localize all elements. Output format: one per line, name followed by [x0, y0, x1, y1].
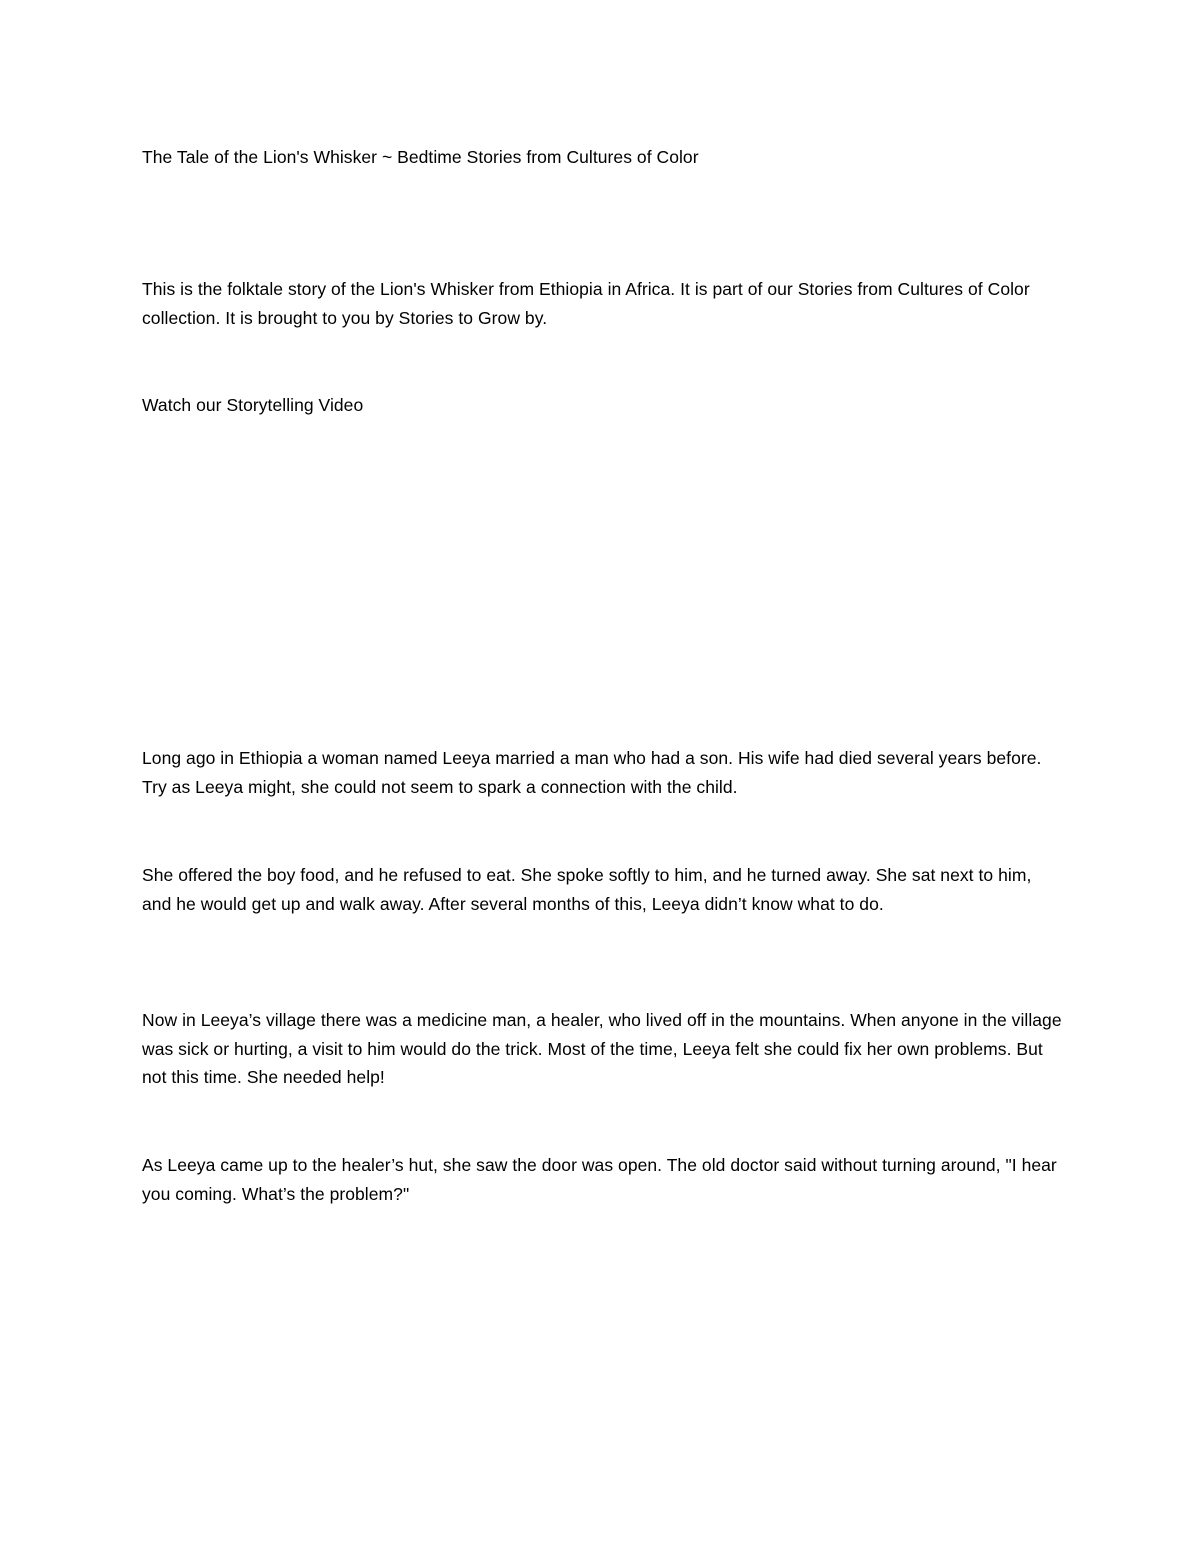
story-paragraph: Now in Leeya’s village there was a medicine man, a healer, who lived off in the mountains. When anyone in the village was sick or hurting, a visit to him would do the trick. Most of the time, Leeya felt she could fix her own problems. But not this time. She needed help!: [142, 1010, 1062, 1087]
story-paragraph: As Leeya came up to the healer’s hut, she saw the door was open. The old doctor said without turning around, "I hear you coming. What’s the problem?": [142, 1155, 1057, 1204]
story-paragraph: Long ago in Ethiopia a woman named Leeya married a man who had a son. His wife had died several years before. Try as Leeya might, she could not seem to spark a connection with the child.: [142, 748, 1042, 797]
intro-paragraph: This is the folktale story of the Lion's Whisker from Ethiopia in Africa. It is part of our Stories from Cultures of Color collection. It is brought to you by Stories to Grow by.: [142, 279, 1030, 328]
story-paragraph: She offered the boy food, and he refused to eat. She spoke softly to him, and he turned away. She sat next to him, and he would get up and walk away. After several months of this, Leeya didn’t know what to do.: [142, 865, 1032, 914]
document-title: The Tale of the Lion's Whisker ~ Bedtime Stories from Cultures of Color: [142, 147, 699, 167]
watch-video-text: Watch our Storytelling Video: [142, 395, 364, 415]
